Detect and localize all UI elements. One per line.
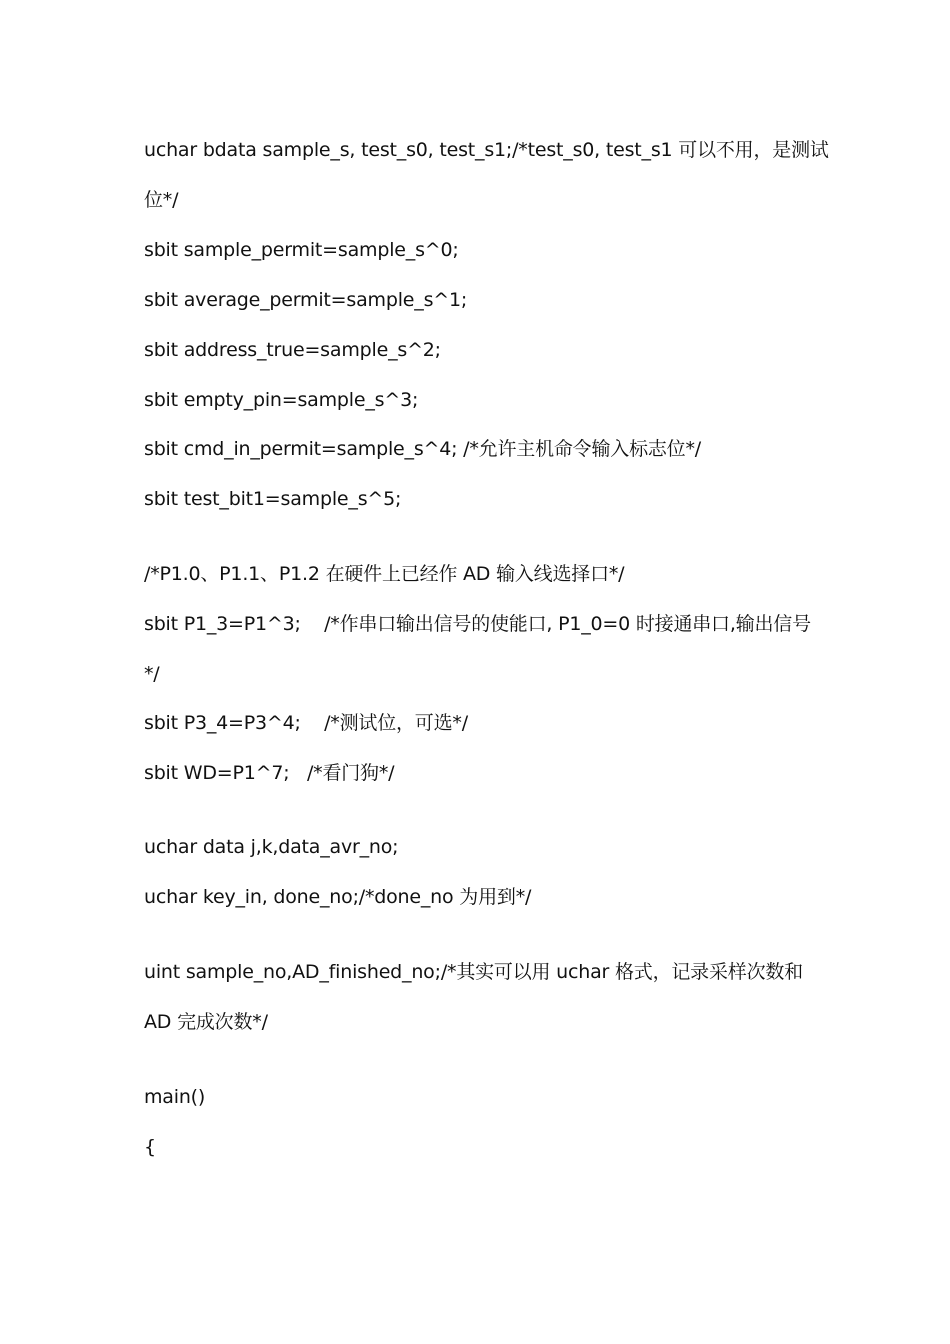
code-line-18: main() [144, 1086, 206, 1108]
code-line-2: 位*/ [144, 189, 179, 211]
code-line-8: sbit test_bit1=sample_s^5; [144, 488, 402, 510]
code-line-11: */ [144, 663, 160, 685]
code-line-17: AD 完成次数*/ [144, 1011, 268, 1033]
code-line-10: sbit P1_3=P1^3; /*作串口输出信号的使能口, P1_0=0 时接通串口,输出信号 [144, 613, 811, 635]
code-line-16: uint sample_no,AD_finished_no;/*其实可以用 uchar 格式，记录采样次数和 [144, 961, 803, 983]
code-line-5: sbit address_true=sample_s^2; [144, 339, 441, 361]
code-line-9: /*P1.0、P1.1、P1.2 在硬件上已经作 AD 输入线选择口*/ [144, 563, 625, 585]
code-line-13: sbit WD=P1^7; /*看门狗*/ [144, 762, 395, 784]
code-line-4: sbit average_permit=sample_s^1; [144, 289, 468, 311]
code-line-7: sbit cmd_in_permit=sample_s^4; /*允许主机命令输入标志位*/ [144, 438, 701, 460]
code-line-14: uchar data j,k,data_avr_no; [144, 836, 399, 858]
code-line-3: sbit sample_permit=sample_s^0; [144, 239, 459, 261]
code-line-12: sbit P3_4=P3^4; /*测试位，可选*/ [144, 712, 468, 734]
code-line-19: { [144, 1136, 156, 1158]
code-line-6: sbit empty_pin=sample_s^3; [144, 389, 419, 411]
code-line-1: uchar bdata sample_s, test_s0, test_s1;/*test_s0, test_s1 可以不用，是测试 [144, 139, 829, 161]
code-line-15: uchar key_in, done_no;/*done_no 为用到*/ [144, 886, 532, 908]
